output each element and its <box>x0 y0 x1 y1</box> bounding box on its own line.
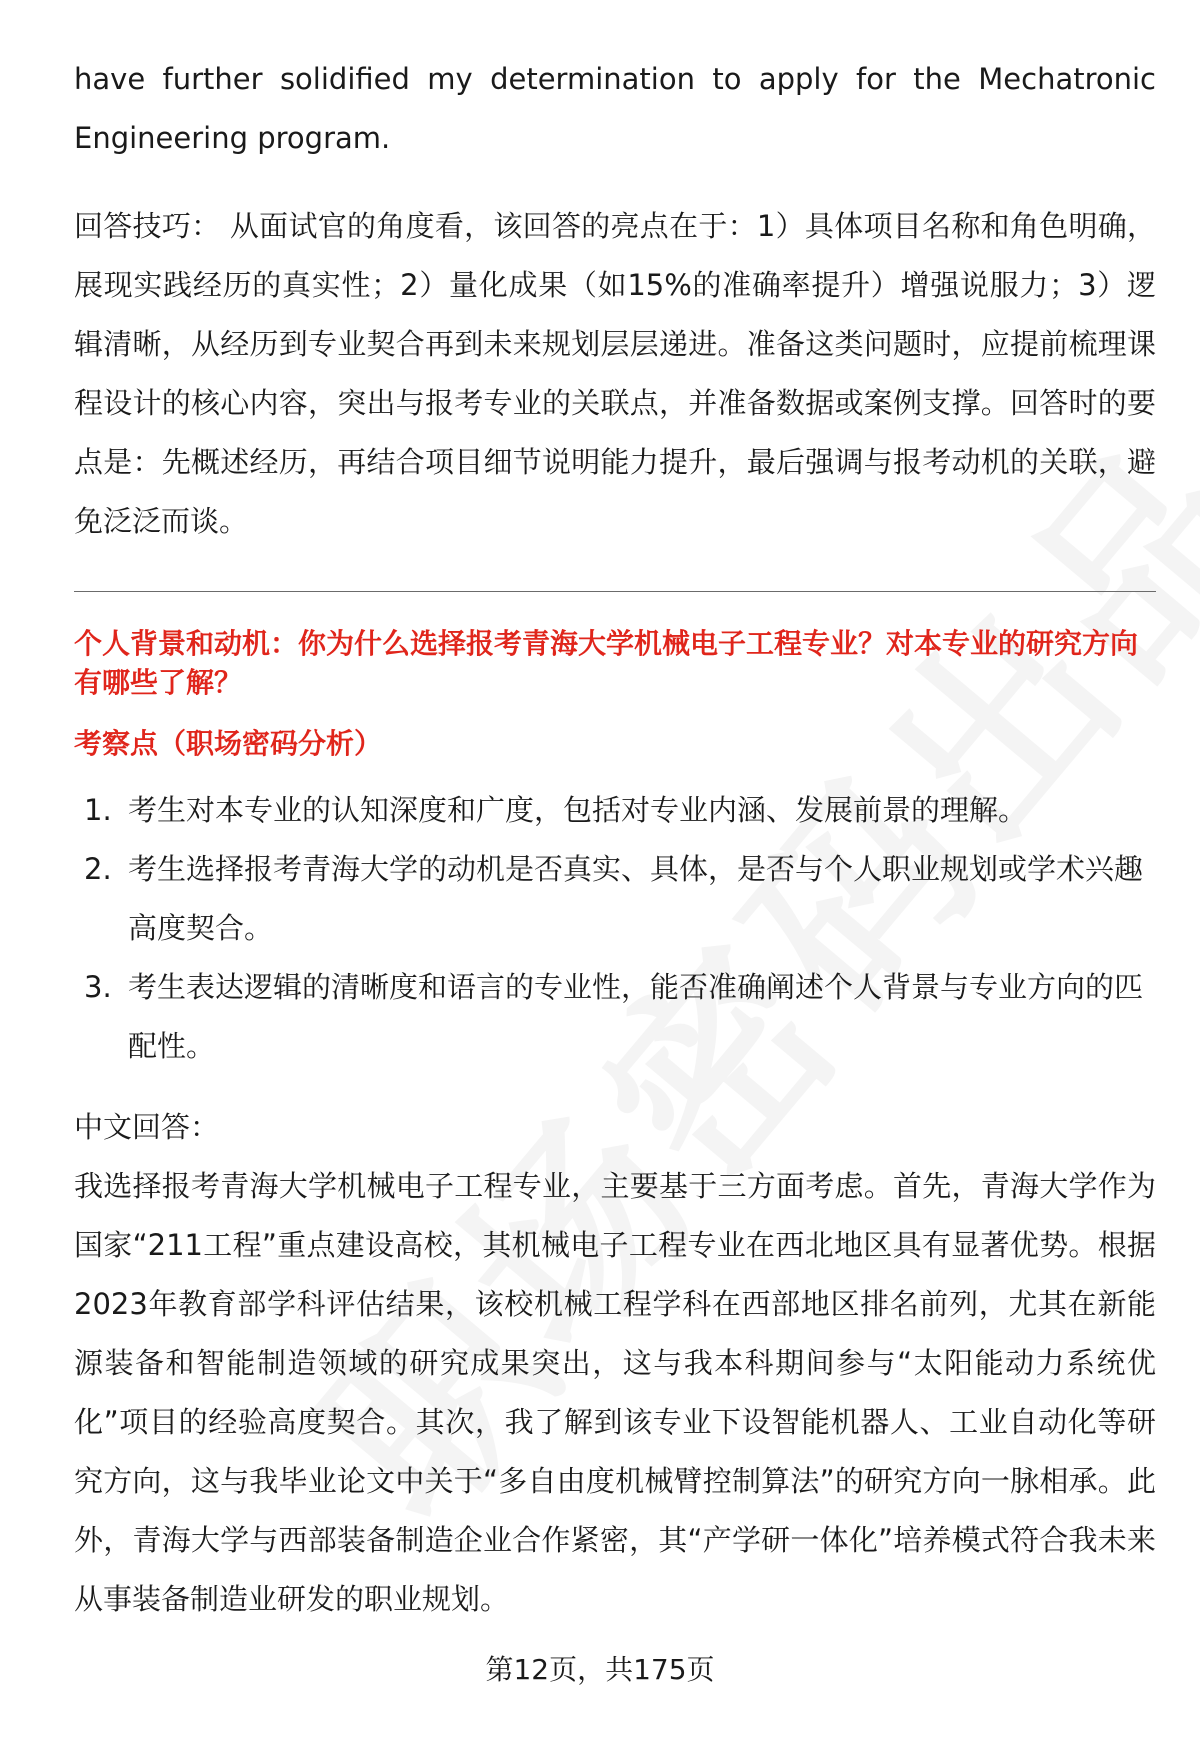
list-item-number: 1. <box>84 793 112 827</box>
list-item-text: 考生对本专业的认知深度和广度，包括对专业内涵、发展前景的理解。 <box>128 793 1028 827</box>
list-item-text: 考生选择报考青海大学的动机是否真实、具体，是否与个人职业规划或学术兴趣高度契合。 <box>128 852 1144 945</box>
answer-body: 我选择报考青海大学机械电子工程专业，主要基于三方面考虑。首先，青海大学作为国家“211工程”重点建设高校，其机械电子工程专业在西北地区具有显著优势。根据2023年教育部学科评估结果，该校机械工程学科在西部地区排名前列，尤其在新能源装备和智能制造领域的研究成果突出，这与我本科期间参与“太阳能动力系统优化”项目的经验高度契合。其次，我了解到该专业下设智能机器人、工业自动化等研究方向，这与我毕业论文中关于“多自由度机械臂控制算法”的研究方向一脉相承。此外，青海大学与西部装备制造企业合作紧密，其“产学研一体化”培养模式符合我未来从事装备制造业研发的职业规划。 <box>74 1169 1156 1616</box>
section-divider <box>74 591 1156 592</box>
page-footer: 第12页，共175页 <box>485 1653 715 1686</box>
tip-paragraph: 回答技巧： 从面试官的角度看，该回答的亮点在于：1）具体项目名称和角色明确，展现实践经历的真实性；2）量化成果（如15%的准确率提升）增强说服力；3）逻辑清晰，从经历到专业契合再到未来规划层层递进。准备这类问题时，应提前梳理课程设计的核心内容，突出与报考专业的关联点，并准备数据或案例支撑。回答时的要点是：先概述经历，再结合项目细节说明能力提升，最后强调与报考动机的关联，避免泛泛而谈。 <box>74 209 1156 538</box>
question-heading: 个人背景和动机：你为什么选择报考青海大学机械电子工程专业？对本专业的研究方向有哪些了解？ <box>74 627 1139 699</box>
assessment-heading: 考察点（职场密码分析） <box>74 727 383 760</box>
answer-label: 中文回答： <box>74 1110 220 1144</box>
list-item <box>74 781 1156 840</box>
list-item <box>74 958 1156 1076</box>
list-item-number: 3. <box>84 970 112 1004</box>
assessment-list <box>74 781 1156 1076</box>
list-item-number: 2. <box>84 852 112 886</box>
list-item-text: 考生表达逻辑的清晰度和语言的专业性，能否准确阐述个人背景与专业方向的匹配性。 <box>128 970 1144 1063</box>
document-page <box>74 50 1156 1629</box>
intro-paragraph: have further solidified my determination to apply for the Mechatronic Engineering program. <box>74 62 1156 155</box>
list-item <box>74 840 1156 958</box>
